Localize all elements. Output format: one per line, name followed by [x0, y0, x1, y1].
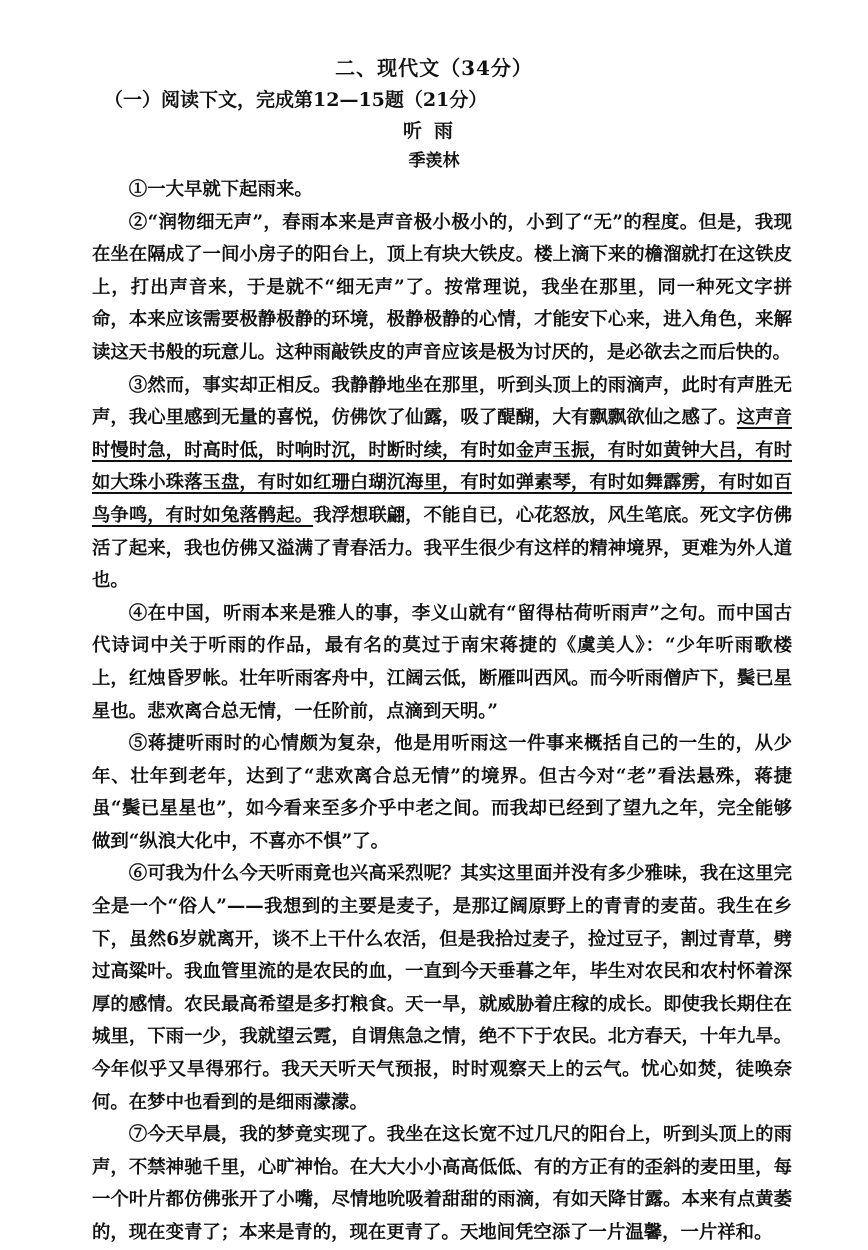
underlined-sentence: 这声音时慢时急，时高时低，时响时沉，时断时续，有时如金声玉振，有时如黄钟大吕，有时如大珠小珠落玉盘，有时如红珊白瑚沉海里，有时如弹素琴，有时如舞霹雳，有时如百鸟争鸣，有时如兔落鹘起。: [92, 407, 792, 526]
paragraph-3-lead: ③然而，事实却正相反。我静静地坐在那里，听到头顶上的雨滴声，此时有声胜无声，我心里感到无量的喜悦，仿佛饮了仙露，吸了醍醐，大有飘飘欲仙之感了。: [92, 374, 792, 429]
section-title: 二、现代文（34分）: [335, 56, 533, 80]
paragraph-3: [92, 370, 792, 598]
paragraph-7: ⑦今天早晨，我的梦竟实现了。我坐在这长宽不过几尺的阳台上，听到头顶上的雨声，不禁神驰千里，心旷神怡。在大大小小高高低低、有的方正有的歪斜的麦田里，每一个叶片都仿佛张开了小嘴，尽情地吮吸着甜甜的雨滴，有如天降甘露。本来有点黄萎的，现在变青了；本来是青的，现在更青了。天地间凭空添了一片温馨，一片祥和。: [92, 1124, 792, 1243]
article-body: [92, 174, 792, 1250]
paragraph-3-tail: 我浮想联翩，不能自已，心花怒放，风生笔底。死文字仿佛活了起来，我也仿佛又溢满了青春活力。我平生很少有这样的精神境界，更难为外人道也。: [92, 504, 792, 592]
article-author: 季羡林: [408, 151, 460, 171]
paragraph-5: ⑤蒋捷听雨时的心情颇为复杂，他是用听雨这一件事来概括自己的一生的，从少年、壮年到老年，达到了“悲欢离合总无情”的境界。但古今对“老”看法悬殊，蒋捷虽“鬓已星星也”，如今看来至多介乎中老之间。而我却已经到了望九之年，完全能够做到“纵浪大化中，不喜亦不惧”了。: [92, 733, 792, 852]
question-instruction: （一）阅读下文，完成第12—15题（21分）: [104, 89, 488, 111]
article-title: 听雨: [402, 120, 465, 142]
paragraph-4: ④在中国，听雨本来是雅人的事，李义山就有“留得枯荷听雨声”之句。而中国古代诗词中关于听雨的作品，最有名的莫过于南宋蒋捷的《虞美人》：“少年听雨歌楼上，红烛昏罗帐。壮年听雨客舟中，江阔云低，断雁叫西风。而今听雨僧庐下，鬓已星星也。悲欢离合总无情，一任阶前，点滴到天明。”: [92, 602, 792, 722]
paragraph-2: ②“润物细无声”，春雨本来是声音极小极小的，小到了“无”的程度。但是，我现在坐在隔成了一间小房子的阳台上，顶上有块大铁皮。楼上滴下来的檐溜就打在这铁皮上，打出声音来，于是就不“细无声”了。按常理说，我坐在那里，同一种死文字拼命，本来应该需要极静极静的环境，极静极静的心情，才能安下心来，进入角色，来解读这天书般的玩意儿。这种雨敲铁皮的声音应该是极为讨厌的，是必欲去之而后快的。: [92, 211, 792, 363]
paragraph-6: ⑥可我为什么今天听雨竟也兴高采烈呢？其实这里面并没有多少雅味，我在这里完全是一个“俗人”——我想到的主要是麦子，是那辽阔原野上的青青的麦苗。我生在乡下，虽然6岁就离开，谈不上干什么农活，但是我拾过麦子，捡过豆子，割过青草，劈过高粱叶。我血管里流的是农民的血，一直到今天垂暮之年，毕生对农民和农村怀着深厚的感情。农民最高希望是多打粮食。天一旱，就威胁着庄稼的成长。即使我长期住在城里，下雨一少，我就望云霓，自谓焦急之情，绝不下于农民。北方春天，十年九旱。今年似乎又旱得邪行。我天天听天气预报，时时观察天上的云气。忧心如焚，徒唤奈何。在梦中也看到的是细雨濛濛。: [92, 863, 792, 1113]
paragraph-1: ①一大早就下起雨来。: [128, 179, 313, 200]
